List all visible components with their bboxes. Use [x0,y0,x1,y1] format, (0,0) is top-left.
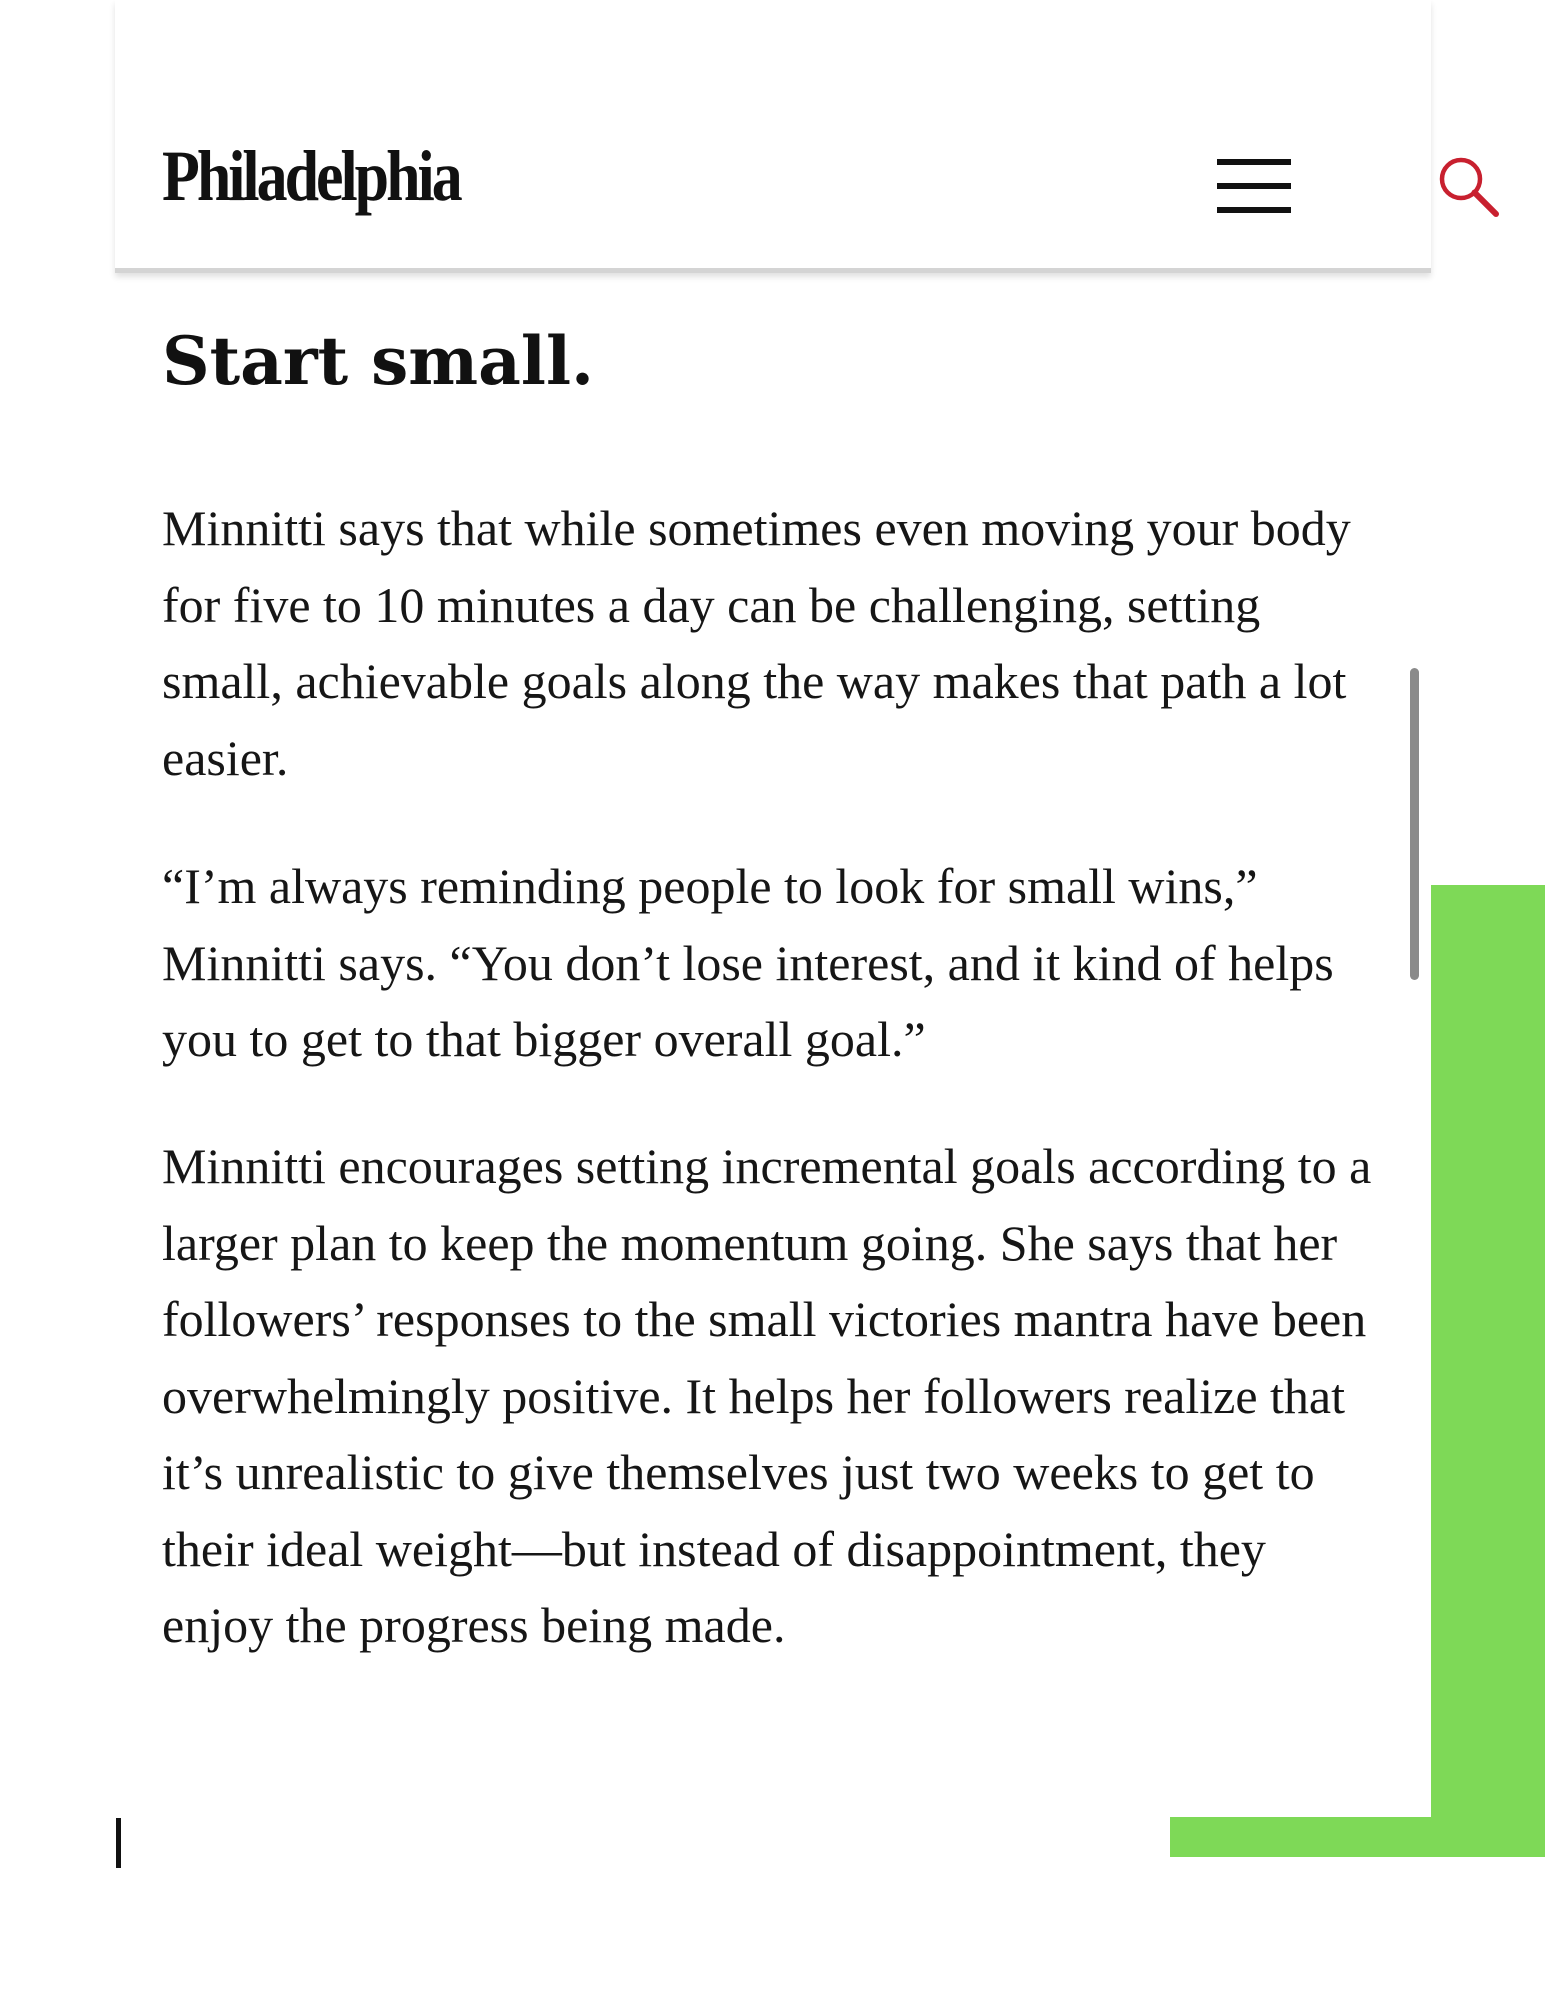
menu-bar-top [1217,159,1291,165]
text-cursor [116,1818,121,1868]
section-heading: Start small. [162,322,595,400]
site-logo[interactable]: Philadelphia [162,136,460,216]
scrollbar-thumb[interactable] [1410,668,1419,980]
article-paragraph-3: Minnitti encourages setting incremental goals according to a larger plan to keep the momentum going. She says that her followers’ responses to the small victories mantra have been overwhelmingly positive. It helps her followers realize that it’s unrealistic to give themselves just two weeks to get to their ideal weight—but instead of disappointment, they enjoy the progress being made. [162,1138,1372,1653]
article-paragraph-2: “I’m always reminding people to look for small wins,” Minnitti says. “You don’t lose interest, and it kind of helps you to get to that bigger overall goal.” [162,858,1334,1067]
menu-bar-middle [1217,183,1291,189]
green-accent-bar-horizontal [1170,1817,1545,1857]
site-header [115,0,1431,273]
article-paragraph-1: Minnitti says that while sometimes even moving your body for five to 10 minutes a day can be challenging, setting small, achievable goals along the way makes that path a lot easier. [162,500,1351,786]
menu-bar-bottom [1217,207,1291,213]
green-accent-bar-vertical [1431,885,1545,1857]
search-icon[interactable] [1437,155,1501,219]
hamburger-menu-icon[interactable] [1217,159,1291,214]
